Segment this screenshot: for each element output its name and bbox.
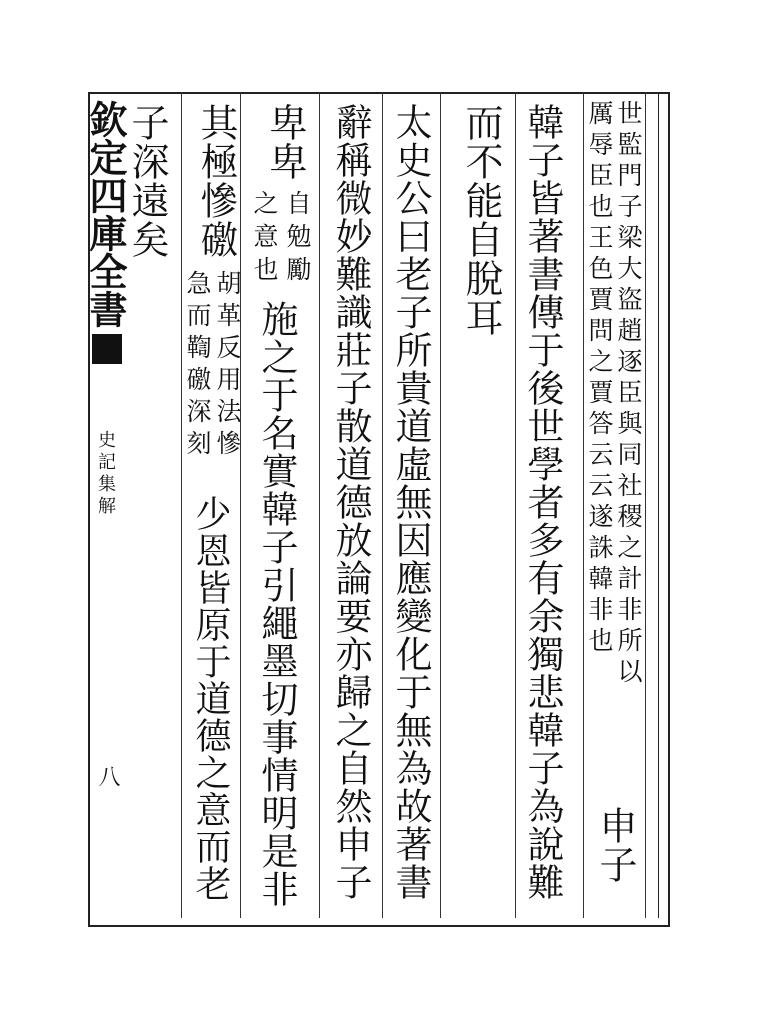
column-rule (515, 92, 516, 918)
annotation-column: 厲辱臣也王色賈問之賈答云云遂誅韓非也 (585, 100, 614, 658)
column-rule (240, 92, 241, 918)
text-column: 申子 (593, 806, 637, 884)
annotation-column: 之意也 (250, 190, 279, 289)
column-rule (645, 92, 646, 918)
text-column: 而不能自脫耳 (459, 103, 503, 337)
column-rule (181, 92, 182, 918)
text-column: 辭稱微妙難識莊子散道德放論要亦歸之自然申子 (329, 103, 372, 901)
margin-header: 欽定四庫全書 (83, 100, 128, 328)
fishtail-mark (92, 334, 122, 364)
column-rule (440, 92, 441, 918)
text-column: 施之于名實韓子引繩墨切事情明是非 (255, 300, 298, 908)
annotation-column: 急而鞫礉深刻 (183, 270, 212, 462)
text-column: 太史公曰老子所貴道虛無因應變化于無為故著書 (389, 103, 432, 901)
text-column: 其極慘礉 (194, 103, 238, 259)
text-column: 韓子皆著書傳于後世學者多有余獨悲韓子為說難 (521, 103, 564, 901)
column-rule (382, 92, 383, 918)
page-number: 八 (95, 765, 120, 787)
text-column: 子深遠矣 (125, 103, 169, 259)
annotation-column: 胡革反用法慘 (213, 270, 242, 462)
column-rule (583, 92, 584, 918)
book-title: 史記集解 (95, 430, 116, 518)
text-column: 少恩皆原于道德之意而老 (190, 495, 231, 902)
text-column: 卑卑 (263, 103, 307, 181)
annotation-column: 自勉勵 (283, 190, 312, 289)
column-rule (319, 92, 320, 918)
annotation-column: 世監門子梁大盜趙逐臣與同社稷之計非所以 (614, 100, 643, 689)
